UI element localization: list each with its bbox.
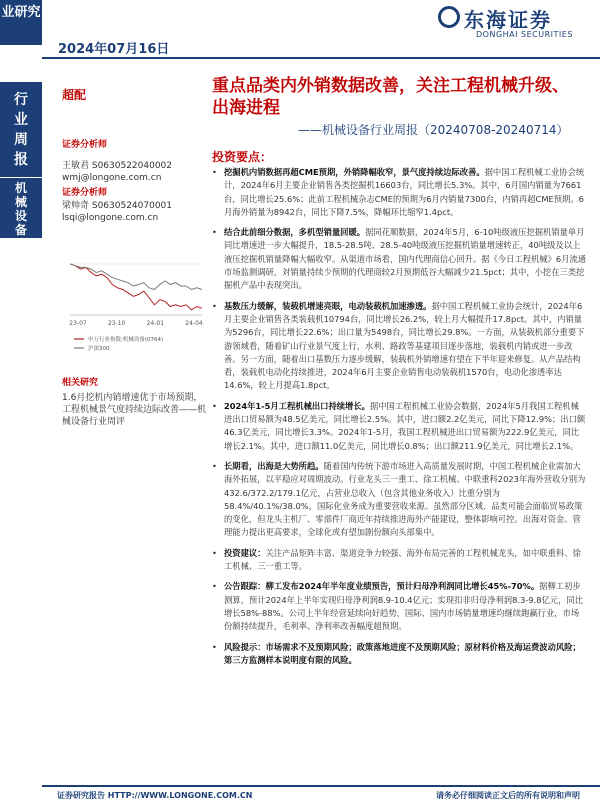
chart-x-tick-label: 24-01 [146,320,165,327]
sidebar-text-weekly: 行 业 周 报 [14,92,28,168]
investment-point-lead: 挖掘机内销数据再超CME预期，外销降幅收窄，景气度持续边际改善。 [224,167,485,177]
investment-point-body: 据中国工程机械工业协会统计，2024年6月主要企业销售各类装载机10794台，同比增长26.2%，较上月大幅提升17.8pct。其中，内销量为5296台，同比增长22.6%；出口量为5498台，同比增长29.8%。一方面，从装载机部分重要下游领域看，随着矿山行业景气度上行，水利、路政等基建项目逐步落地，装载机内销或进一步改善。另一方面，随着出口基数压力逐步缓解，装载机外销增速有望在下半年迎来修复。从产品结构看，装载机电动化持续推进，2024年6月主要企业销售电动装载机1570台，电动化渗透率达14.6%，较上月提高1.8pct。 [224,300,585,391]
investment-point [212,641,587,668]
investment-point-body: 据柳工初步测算，预计2024年上半年实现归母净利润8.9-10.4亿元；实现扣非归母净利润8.3-9.8亿元，同比增长58%-88%。公司上半年经营延续向好趋势，国际、国内市场销量增速均继续跑赢行业，市场份额持续提升，毛利率、净利率改善幅度超预期。 [224,581,583,632]
investment-point-body: 关注产品矩阵丰富、渠道竞争力较强、海外布局完善的工程机械龙头，如中联重科、徐工机械、三一重工等。 [224,547,581,572]
investment-point [212,547,587,574]
investment-points-heading: 投资要点： [212,150,273,164]
investment-point [212,300,587,393]
investment-point-body: 据同花顺数据，2024年5月，6-10吨级液压挖掘机销量单月同比增速进一步大幅提升，18.5-28.5吨、28.5-40吨级液压挖掘机销量增速转正，40吨级及以上液压挖掘机销量降幅大幅收窄。从渠道市场看，国内代理商信心回升。据《今日工程机械》6月流通市场监测调研，対销量持续少预期的代理商较2月预期低谷大幅减少21.5pct；其中，小挖在三类挖掘机产品中表现突出。 [224,227,587,291]
chart-x-tick-label: 24-04 [185,320,203,327]
chart-x-tick-label: 23-10 [107,320,126,327]
chart-x-tick-label: 23-07 [69,320,87,327]
investment-point [212,400,587,453]
left-sidebar [0,0,42,800]
analyst-label: 证券分析师 [62,188,108,198]
analyst-name: 王敏君 S0630522040002 [62,161,173,171]
index-chart-svg [62,243,205,366]
investment-point-lead: 风险提示：市场需求不及预期风险；政策落地进度不及预期风险；原材料价格及海运费波动风险；第三方监测样本说明度有限的风险。 [224,641,581,665]
investment-point-lead: 长期看，出海是大势所趋。 [224,460,324,471]
report-date: 2024年07月16日 [58,42,170,57]
investment-point-lead: 公告跟踪：柳工发布2024年半年度业绩预告，预计归母净利润同比增长45%-70%。 [224,581,540,592]
chart-series-line-1 [70,264,202,290]
report-title: 重点品类内外销数据改善，关注工程机械升级、出海进程 [212,76,569,118]
sidebar-text-machinery: 机 械 设 备 [14,181,27,237]
company-logo [438,4,588,44]
sidebar-text-research: 业研究 [1,5,41,20]
report-subtitle: ——机械设备行业周报（20240708-20240714） [298,123,569,137]
analyst-label: 证券分析师 [62,140,108,150]
investment-points [212,166,587,674]
footer-left[interactable]: 证券研究报告 HTTP://WWW.LONGONE.COM.CN [57,791,253,800]
analyst-name: 梁帅奇 S0630524070001 [62,201,173,211]
investment-point [212,166,587,219]
footer-right: 请务必仔细阅读正文后的所有说明和声明 [436,791,580,800]
related-text[interactable]: 1.6月挖机内销增速优于市场预期，工程机械景气度持续边际改善——机械设备行业周评 [62,393,207,427]
logo-mark-icon [438,6,460,28]
analyst-1 [62,139,172,184]
investment-point-body: 据中国工程机械工业协会统计，2024年6月主要企业销售各类挖掘机16603台，同比增长5.3%。其中，6月国内销量为7661台，同比增长25.6%；此前工程机械杂志CME的预期为6月内销量7300台，内销再超CME预期。6月海外销量为8942台，同比下降7.5%，降幅环比缩窄1.4pct。 [224,167,585,217]
investment-point-body: 随着国内传统下游市场进入高质量发展时期，中国工程机械企业需加大海外拓展，以平稳应对周期波动。行业龙头三一重工、徐工机械、中联重科2023年海外营收分别为432.6/372.2/179.1亿元，占营业总收入（包含其他业务收入）比重分别为58.4%/40.1%/38.0%，国际化业务成为重要营收来源。虽然部分区域、品类可能会面临贸易政策的变化，但龙头主机厂、零部件厂商近年持续推进海外产能建设，整体影响可控。出海对资金、管理能力提出更高要求，全球化或有望加剧份额向头部集中。 [224,460,586,538]
investment-point [212,226,587,292]
analyst-email[interactable]: lsqi@longone.com.cn [62,213,159,223]
investment-point-lead: 2024年1-5月工程机械出口持续增长。 [224,400,370,411]
related-research [62,377,207,428]
investment-point-lead: 结合此前细分数据，多机型销量回暖。 [224,227,366,238]
index-chart [62,243,205,366]
rating-badge: 超配 [62,88,87,102]
analyst-email[interactable]: wmj@longone.com.cn [62,173,162,183]
investment-point-body: 据中国工程机械工业协会数据，2024年5月我国工程机械进出口贸易额为48.5亿美元，同比增长2.5%。其中，进口额2.2亿美元，同比下降12.9%；出口额46.3亿美元，同比增长3.3%。2024年1-5月，我国工程机械进出口贸易额为222.9亿美元，同比增长2.1%。其中，进口额11.0亿美元，同比增长0.8%；出口额211.9亿美元，同比增长2.1%。 [224,400,586,451]
chart-legend-label-0: 申万行业指数:机械设备(0764) [88,337,164,343]
header-divider [42,57,600,59]
logo-en: DONGHAI SECURITIES [476,30,573,39]
investment-point-lead: 基数压力缓解，装载机增速亮眼，电动装载机加速渗透。 [224,300,432,311]
chart-legend-label-1: 沪深300 [88,346,110,352]
investment-point [212,460,587,540]
chart-series-line-0 [70,264,202,310]
related-label: 相关研究 [62,378,99,388]
investment-point-lead: 投资建议： [224,547,266,558]
analyst-2 [62,187,172,224]
page-footer [42,785,600,800]
logo-cn: 东海证券 [464,8,552,32]
investment-point [212,580,587,633]
